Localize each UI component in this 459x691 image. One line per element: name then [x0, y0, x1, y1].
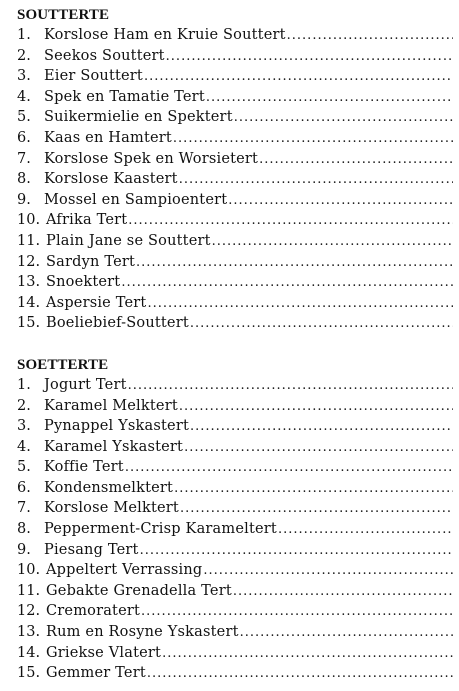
list-item [17, 87, 453, 108]
dot-leader [162, 644, 453, 665]
dot-leader [203, 561, 453, 582]
item-label: Korslose Ham en Kruie Souttert [44, 27, 286, 43]
list-item [17, 272, 453, 293]
item-number: 11. [17, 232, 41, 249]
item-number: 13. [17, 624, 41, 641]
recipe-list [17, 25, 459, 334]
dot-leader [128, 211, 453, 232]
item-label: Seekos Souttert [44, 47, 165, 64]
item-number: 4. [17, 88, 31, 105]
dot-leader [259, 150, 453, 171]
item-label: Rum en Rosyne Yskastert [46, 624, 239, 641]
list-item [17, 581, 453, 602]
list-item [17, 128, 453, 149]
dot-leader [121, 273, 453, 294]
list-item [17, 107, 453, 128]
section-title: SOUTTERTE [17, 7, 110, 23]
item-label: Gebakte Grenadella Tert [46, 582, 232, 599]
list-item [17, 313, 453, 334]
item-number: 7. [17, 150, 31, 167]
section-spacer [17, 334, 459, 355]
item-number: 13. [17, 274, 41, 291]
item-number: 8. [17, 171, 31, 188]
item-number: 1. [17, 376, 31, 393]
dot-leader [184, 438, 453, 459]
item-number: 8. [17, 521, 31, 538]
item-number: 3. [17, 68, 31, 85]
dot-leader [180, 499, 453, 520]
list-item [17, 519, 453, 540]
section-title: SOETTERTE [17, 356, 109, 373]
item-label: Korslose Melktert [44, 500, 179, 517]
dot-leader [128, 376, 453, 397]
item-number: 1. [17, 27, 31, 43]
dot-leader [166, 47, 453, 68]
dot-leader [179, 170, 453, 191]
list-item [17, 210, 453, 231]
item-label: Spek en Tamatie Tert [44, 88, 205, 105]
item-label: Plain Jane se Souttert [46, 232, 211, 249]
dot-leader [179, 397, 453, 418]
list-item [17, 437, 453, 458]
item-label: Eier Souttert [44, 68, 143, 85]
list-item [17, 457, 453, 478]
list-item [17, 622, 453, 643]
item-label: Karamel Yskastert [44, 438, 184, 455]
item-label: Pynappel Yskastert [44, 418, 189, 435]
item-number: 12. [17, 253, 41, 270]
dot-leader [144, 67, 453, 88]
item-number: 9. [17, 191, 31, 208]
item-number: 14. [17, 294, 41, 311]
item-label: Sardyn Tert [46, 253, 136, 270]
item-label: Kondensmelktert [44, 479, 174, 496]
item-label: Korslose Spek en Worsietert [44, 150, 259, 167]
item-number: 4. [17, 438, 31, 455]
item-label: Mossel en Sampioentert [44, 191, 228, 208]
list-item [17, 46, 453, 67]
item-number: 11. [17, 582, 41, 599]
list-item [17, 601, 453, 622]
item-number: 2. [17, 47, 31, 64]
item-number: 2. [17, 397, 31, 414]
item-label: Aspersie Tert [46, 294, 147, 311]
dot-leader [228, 191, 453, 212]
item-label: Piesang Tert [44, 541, 139, 558]
dot-leader [174, 479, 453, 500]
item-label: Koffie Tert [44, 459, 124, 476]
item-label: Griekse Vlatert [46, 644, 162, 661]
item-label: Suikermielie en Spektert [44, 109, 233, 126]
dot-leader [147, 294, 453, 315]
item-label: Snoektert [46, 274, 121, 291]
dot-leader [234, 108, 453, 129]
section-soetterte [17, 355, 459, 684]
list-item [17, 231, 453, 252]
item-number: 3. [17, 418, 31, 435]
item-label: Kaas en Hamtert [44, 129, 172, 146]
item-number: 15. [17, 315, 41, 332]
list-item [17, 643, 453, 664]
item-number: 7. [17, 500, 31, 517]
list-item [17, 293, 453, 314]
dot-leader [240, 623, 453, 644]
dot-leader [278, 520, 453, 541]
dot-leader [141, 602, 453, 623]
dot-leader [190, 417, 453, 438]
list-item [17, 375, 453, 396]
list-item [17, 416, 453, 437]
item-label: Jogurt Tert [44, 376, 127, 393]
list-item [17, 252, 453, 273]
item-number: 5. [17, 459, 31, 476]
list-item [17, 540, 453, 561]
list-item [17, 169, 453, 190]
list-item [17, 663, 453, 684]
item-label: Afrika Tert [46, 212, 128, 229]
item-number: 5. [17, 109, 31, 126]
dot-leader [136, 253, 453, 274]
dot-leader [190, 314, 453, 335]
item-number: 12. [17, 603, 41, 620]
dot-leader [125, 458, 453, 479]
list-item [17, 396, 453, 417]
list-item [17, 190, 453, 211]
item-label: Pepperment-Crisp Karameltert [44, 521, 277, 538]
dot-leader [287, 26, 453, 47]
list-item [17, 478, 453, 499]
item-number: 6. [17, 479, 31, 496]
dot-leader [212, 232, 453, 253]
dot-leader [233, 582, 453, 603]
dot-leader [147, 664, 453, 685]
list-item [17, 498, 453, 519]
list-item [17, 560, 453, 581]
dot-leader [206, 88, 453, 109]
item-label: Karamel Melktert [44, 397, 178, 414]
list-item [17, 25, 453, 46]
item-number: 14. [17, 644, 41, 661]
list-item [17, 66, 453, 87]
dot-leader [173, 129, 453, 150]
recipe-list [17, 375, 459, 684]
item-number: 15. [17, 665, 41, 682]
section-soutterte [17, 5, 459, 334]
item-label: Cremoratert [46, 603, 141, 620]
dot-leader [140, 541, 453, 562]
list-item [17, 149, 453, 170]
item-label: Boeliebief-Souttert [46, 315, 189, 332]
item-number: 6. [17, 129, 31, 146]
item-number: 10. [17, 562, 41, 579]
item-label: Appeltert Verrassing [46, 562, 203, 579]
item-label: Gemmer Tert [46, 665, 146, 682]
item-number: 10. [17, 212, 41, 229]
item-label: Korslose Kaastert [44, 171, 178, 188]
item-number: 9. [17, 541, 31, 558]
